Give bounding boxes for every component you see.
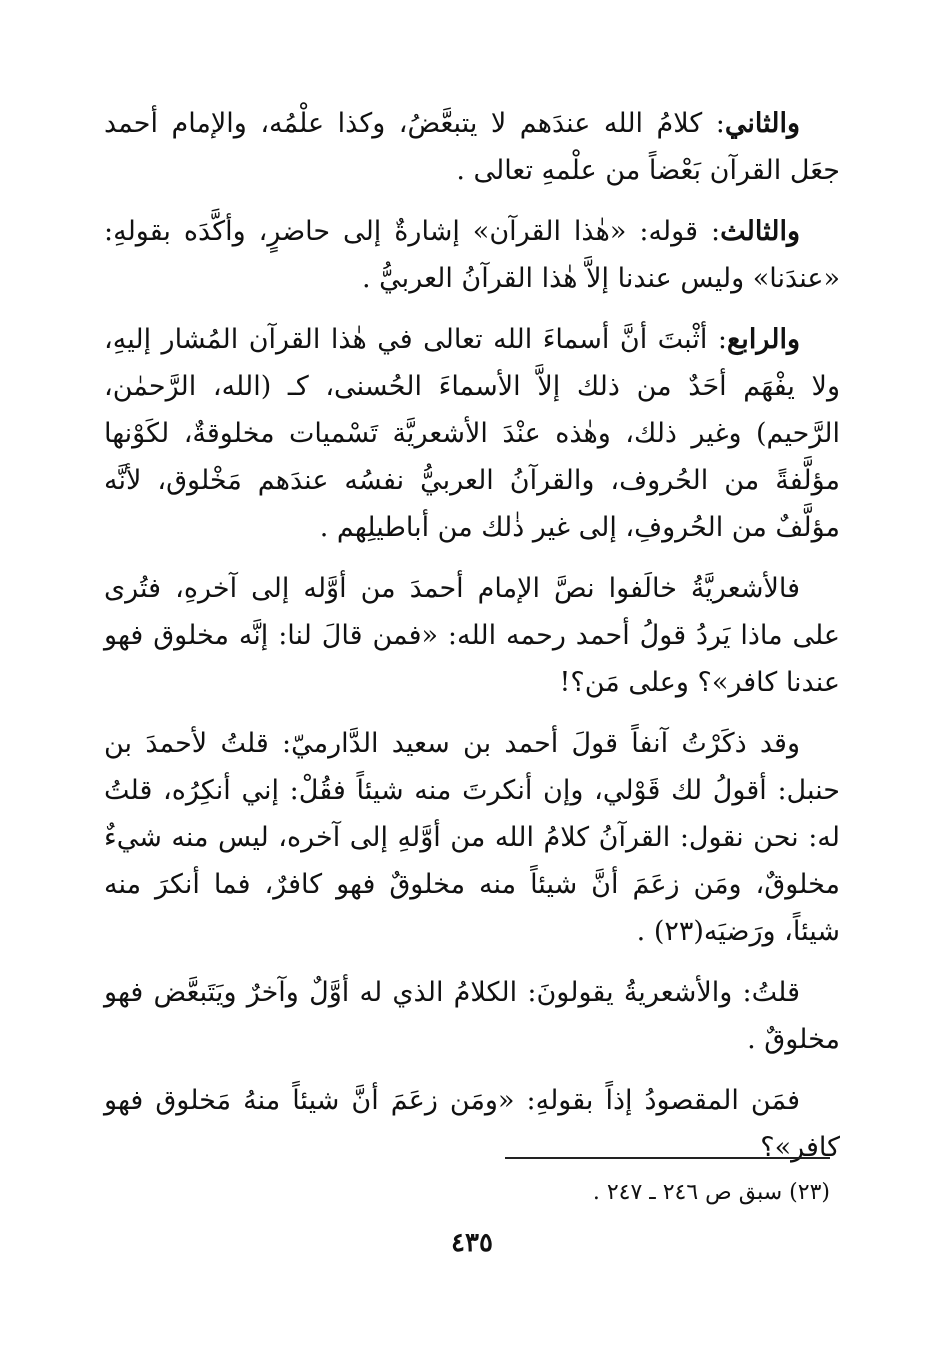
footnote: (٢٣) سبق ص ٢٤٦ ـ ٢٤٧ . (592, 1180, 830, 1205)
paragraph-third (104, 208, 840, 302)
paragraph-qultu (104, 969, 840, 1063)
paragraph-ashariyya (104, 565, 840, 706)
paragraph-second (104, 100, 840, 194)
paragraph-text: فالأشعريَّةُ خالَفوا نصَّ الإمام أحمدَ من أوَّله إلى آخرهِ، فتُرى على ماذا يَردُ قولُ أحمد رحمه الله: «فمن قالَ لنا: إنَّه مخلوق فهو عندنا كافر»؟ وعلى مَن؟! (104, 573, 840, 698)
paragraph-fourth (104, 316, 840, 551)
page-body (104, 100, 840, 1185)
paragraph-lead: والثاني (724, 108, 800, 139)
paragraph-darimi (104, 720, 840, 955)
paragraph-text: قلتُ: والأشعريةُ يقولونَ: الكلامُ الذي له أوَّلٌ وآخرٌ ويَتَبعَّض فهو مخلوقٌ . (104, 977, 840, 1055)
paragraph-text: وقد ذكَرْتُ آنفاً قولَ أحمد بن سعيد الدَّارميّ: قلتُ لأحمدَ بن حنبل: أقولُ لك قَوْلي، وإن أنكرتَ منه شيئاً فقُلْ: إني أنكِرُه، قلتُ له: نحن نقول: القرآنُ كلامُ الله من أوَّلهِ إلى آخره، ليس منه شيءٌ مخلوقٌ، ومَن زعَمَ أنَّ شيئاً منه مخلوقٌ فهو كافرٌ، فما أنكرَ منه شيئاً، ورَضيَه(٢٣) . (104, 728, 840, 947)
paragraph-lead: والرابع (726, 324, 800, 355)
paragraph-lead: والثالث (720, 216, 800, 247)
footnote-divider (505, 1157, 830, 1159)
paragraph-text: : أثْبتَ أنَّ أسماءَ الله تعالى في هٰذا القرآن المُشار إليهِ، ولا يفْهَم أحَدٌ من ذلك إلاَّ الأسماءَ الحُسنى، كـ (الله، الرَّحمٰن، الرَّحيم) وغير ذلك، وهٰذه عنْدَ الأشعريَّة تَسْميات مخلوقةٌ، لكَوْنها مؤلَّفةً من الحُروف، والقرآنُ العربيُّ نفسُه عندَهم مَخْلوق، لأنَّه مؤلَّفٌ من الحُروفِ، إلى غير ذٰلك من أباطيلِهم . (104, 324, 840, 543)
paragraph-text: : كلامُ الله عندَهم لا يتبعَّضُ، وكذا علْمُه، والإمام أحمد جعَل القرآن بَعْضاً من علْمهِ تعالى . (104, 108, 840, 186)
paragraph-text: : قوله: «هٰذا القرآن» إشارةٌ إلى حاضرٍ، وأكَّدَه بقولهِ: «عندَنا» وليس عندنا إلاَّ هٰذا القرآنُ العربيُّ . (104, 216, 840, 294)
page-number: ٤٣٥ (451, 1228, 493, 1258)
paragraph-text: فمَن المقصودُ إذاً بقولهِ: «ومَن زعَمَ أنَّ شيئاً منهُ مَخلوق فهو كافر»؟ (104, 1085, 840, 1163)
